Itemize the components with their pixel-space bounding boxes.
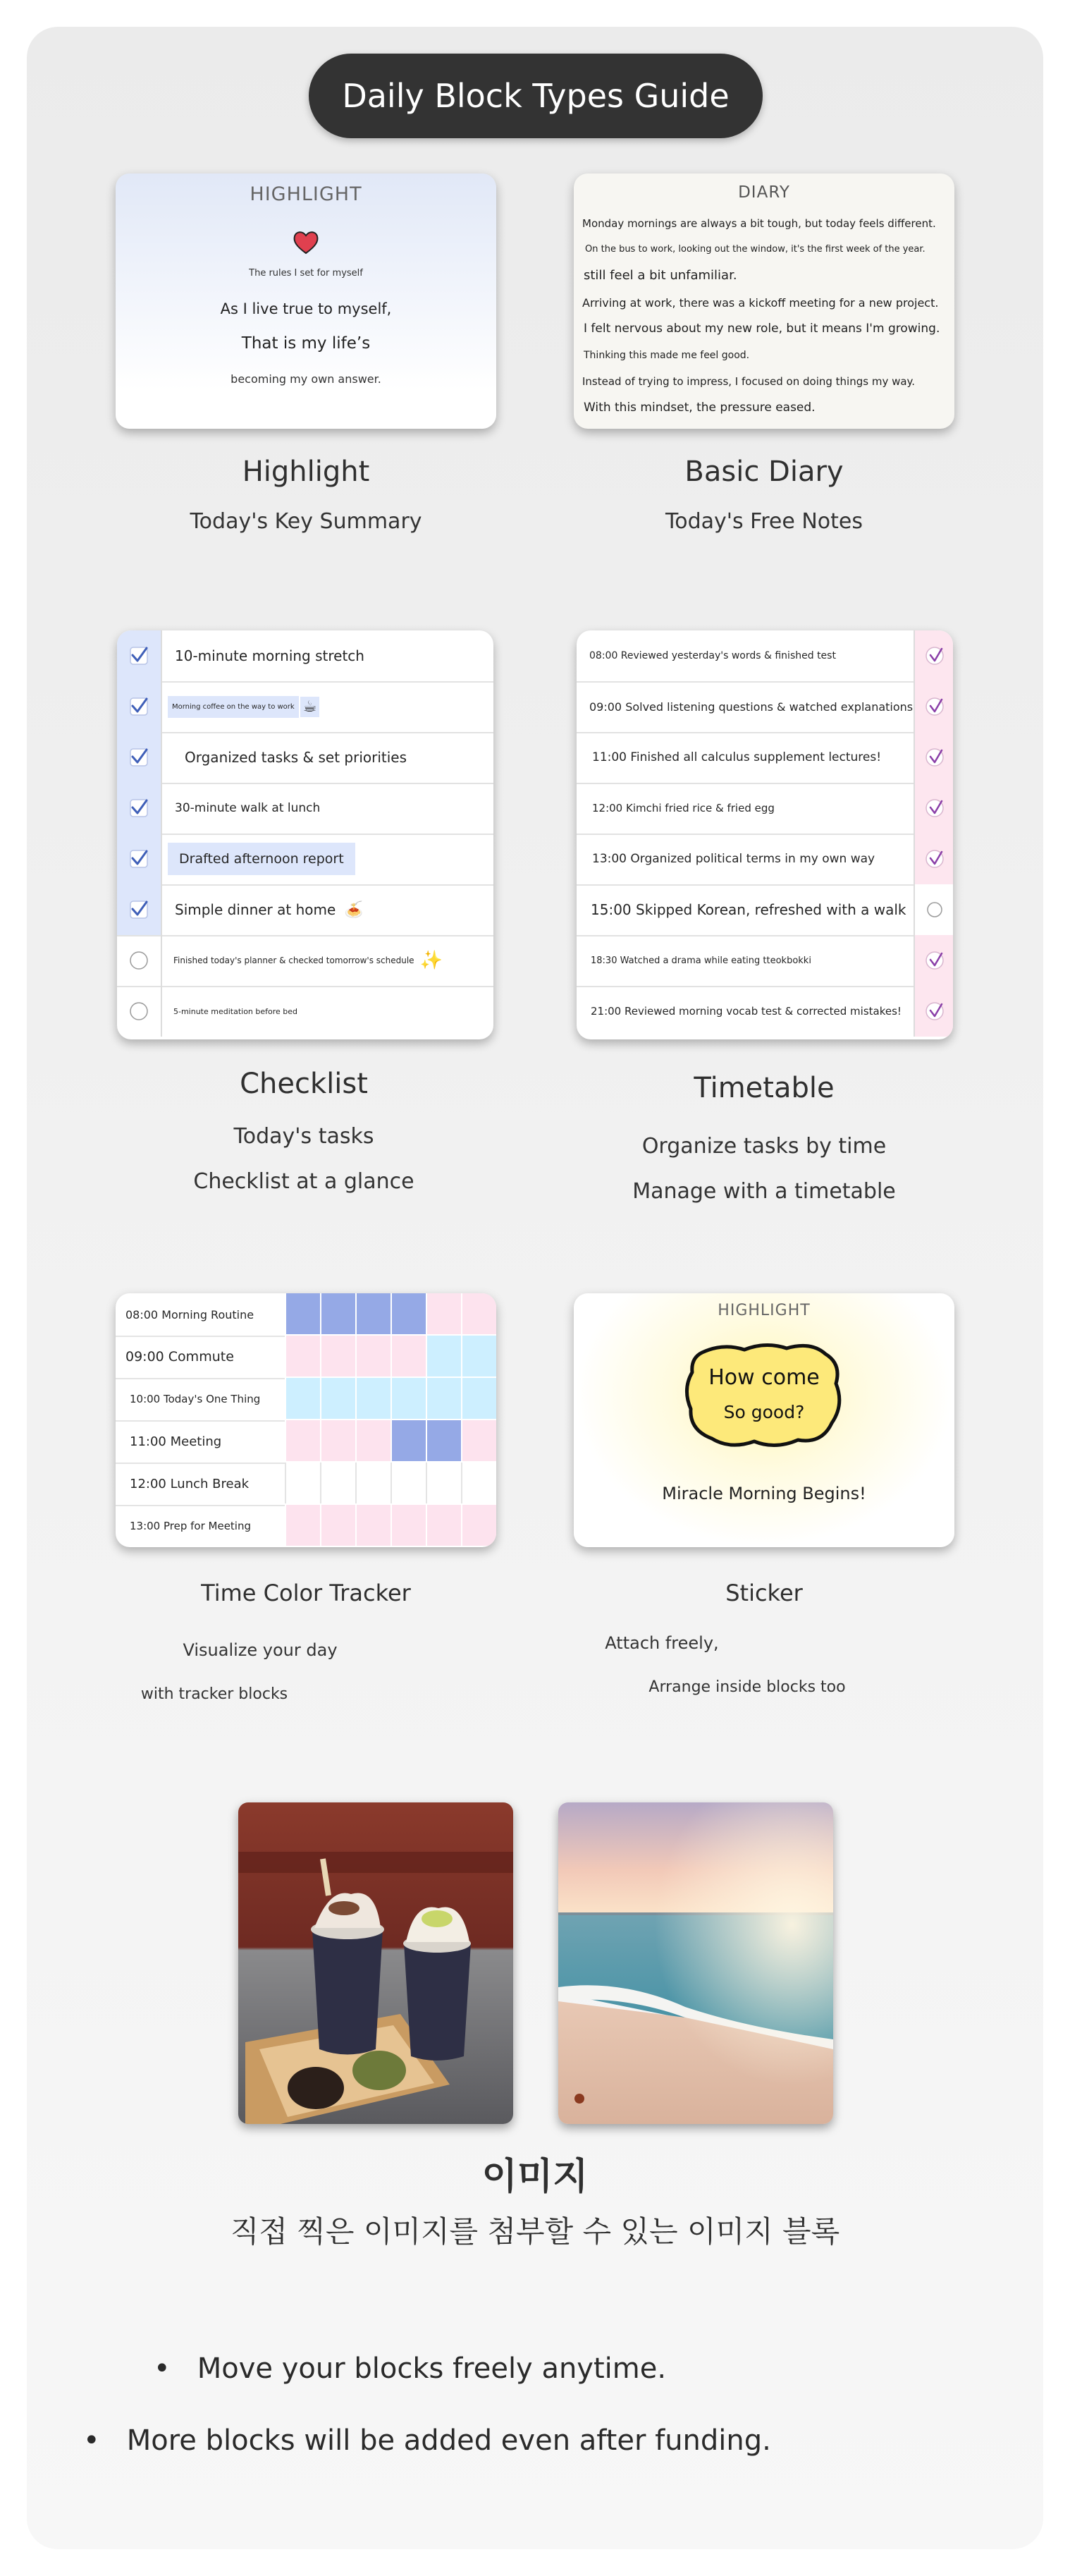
tracker-cell[interactable] [355, 1336, 392, 1376]
sticker-footer: Miracle Morning Begins! [662, 1484, 866, 1503]
highlight-line-3: becoming my own answer. [230, 372, 381, 386]
tracker-caption-sub-2: with tracker blocks [140, 1685, 288, 1703]
timetable-item-label: 13:00 Organized political terms in my own way [592, 852, 875, 866]
tracker-cell[interactable] [461, 1378, 496, 1419]
check-icon [117, 681, 161, 732]
coffee-photo-image [238, 1802, 513, 2124]
sticker-line-2: So good? [723, 1402, 805, 1422]
diary-line: I felt nervous about my new role, but it means I'm growing. [584, 322, 940, 336]
sticker-caption-title: Sticker [725, 1580, 803, 1606]
bullet-item: • More blocks will be added even after funding. [83, 2424, 771, 2457]
tracker-cell[interactable] [355, 1505, 392, 1546]
empty-circle-icon [117, 935, 161, 986]
checklist-item-label: 10-minute morning stretch [175, 647, 364, 664]
tracker-caption-sub-1: Visualize your day [183, 1640, 338, 1660]
tracker-cell[interactable] [426, 1505, 462, 1546]
checklist-item-label: Morning coffee on the way to work [168, 696, 299, 718]
checkbox[interactable] [117, 884, 162, 935]
bullet-text: More blocks will be added even after funding. [126, 2424, 771, 2457]
checklist-block-card[interactable] [117, 630, 493, 1039]
diary-line: Thinking this made me feel good. [584, 350, 750, 361]
timetable-item[interactable] [577, 935, 953, 987]
page-title: Daily Block Types Guide [309, 54, 763, 138]
tracker-cell[interactable] [355, 1293, 392, 1334]
bullet-text: Move your blocks freely anytime. [197, 2352, 667, 2385]
tracker-cell[interactable] [355, 1420, 392, 1461]
tracker-cell[interactable] [426, 1293, 462, 1334]
tracker-cell[interactable] [320, 1378, 357, 1419]
checklist-item-label: Finished today's planner & checked tomorrow's schedule [173, 956, 414, 965]
tracker-cell[interactable] [461, 1505, 496, 1546]
checklist-item-label: 5-minute meditation before bed [173, 1006, 298, 1016]
timetable-item[interactable] [577, 884, 953, 936]
beach-photo-image [558, 1802, 833, 2124]
sparkle-icon: ✨ [419, 950, 443, 971]
check-icon [117, 884, 161, 935]
highlight-block-card[interactable] [116, 173, 496, 429]
checkbox[interactable] [914, 884, 953, 935]
tracker-cell[interactable] [320, 1463, 357, 1503]
tracker-cell[interactable] [426, 1378, 462, 1419]
tracker-row[interactable] [116, 1293, 496, 1337]
tracker-row[interactable] [116, 1463, 496, 1506]
highlight-card-header: HIGHLIGHT [250, 183, 362, 205]
timetable-item-label: 09:00 Solved listening questions & watched explanations [589, 700, 914, 714]
timetable-block-card[interactable] [577, 630, 953, 1039]
tracker-cell[interactable] [461, 1463, 496, 1503]
timetable-item[interactable] [577, 986, 953, 1037]
check-icon [915, 834, 953, 884]
tracker-cell[interactable] [391, 1378, 427, 1419]
tracker-row[interactable] [116, 1420, 496, 1464]
tracker-cell[interactable] [391, 1463, 427, 1503]
highlight-small-line: The rules I set for myself [249, 268, 363, 279]
checklist-item-label: Organized tasks & set priorities [185, 749, 407, 766]
tracker-block-card[interactable] [116, 1293, 496, 1547]
check-icon [117, 630, 161, 681]
timetable-item[interactable] [577, 834, 953, 886]
tracker-cell[interactable] [285, 1463, 321, 1503]
sticker-block-card[interactable] [574, 1293, 954, 1547]
tracker-cell[interactable] [461, 1420, 496, 1461]
tracker-row-label: 13:00 Prep for Meeting [130, 1520, 252, 1532]
diary-line: On the bus to work, looking out the window, it's the first week of the year. [585, 244, 926, 255]
checklist-item-label: Drafted afternoon report [168, 843, 355, 875]
checklist-item[interactable] [117, 732, 493, 784]
tracker-cell[interactable] [320, 1420, 357, 1461]
timetable-item[interactable] [577, 681, 953, 733]
checklist-caption-sub-2: Checklist at a glance [193, 1169, 414, 1194]
tracker-cell[interactable] [285, 1293, 321, 1334]
checkbox[interactable] [117, 834, 162, 884]
checkbox[interactable] [914, 986, 953, 1037]
timetable-item[interactable] [577, 783, 953, 835]
diary-caption-sub: Today's Free Notes [665, 509, 863, 534]
tracker-cell[interactable] [320, 1505, 357, 1546]
check-icon [915, 935, 953, 986]
check-icon [915, 783, 953, 834]
heart-icon [292, 228, 320, 257]
coffee-icon: ☕ [300, 697, 320, 717]
timetable-caption-sub-2: Manage with a timetable [632, 1179, 896, 1204]
tracker-caption-title: Time Color Tracker [201, 1580, 411, 1606]
tracker-row-label: 08:00 Morning Routine [125, 1307, 254, 1321]
timetable-item-label: 08:00 Reviewed yesterday's words & finished test [589, 650, 836, 661]
timetable-item-label: 18:30 Watched a drama while eating tteokbokki [591, 955, 811, 966]
tracker-cell[interactable] [391, 1336, 427, 1376]
tracker-row[interactable] [116, 1505, 496, 1547]
bullet-item: • Move your blocks freely anytime. [154, 2352, 667, 2385]
sticker-caption-sub-2: Arrange inside blocks too [648, 1678, 846, 1696]
checkbox[interactable] [117, 783, 162, 834]
tracker-cell[interactable] [426, 1420, 462, 1461]
checklist-item[interactable] [117, 783, 493, 835]
checkbox[interactable] [914, 630, 953, 681]
timetable-item-label: 12:00 Kimchi fried rice & fried egg [592, 802, 775, 814]
checkbox[interactable] [117, 986, 162, 1037]
tracker-cell[interactable] [391, 1293, 427, 1334]
timetable-item[interactable] [577, 630, 953, 683]
diary-block-card[interactable] [574, 173, 954, 429]
image-caption-sub: 직접 찍은 이미지를 첨부할 수 있는 이미지 블록 [230, 2214, 840, 2249]
checklist-caption-sub-1: Today's tasks [233, 1124, 374, 1149]
tracker-row-label: 11:00 Meeting [130, 1434, 222, 1449]
checklist-item-label: Simple dinner at home [175, 901, 336, 918]
diary-line: still feel a bit unfamiliar. [584, 268, 737, 283]
checklist-item[interactable] [117, 681, 493, 733]
check-icon [117, 783, 161, 834]
checkbox[interactable] [914, 783, 953, 834]
pasta-icon: 🍝 [344, 901, 364, 919]
tracker-cell[interactable] [391, 1420, 427, 1461]
image-caption-title: 이미지 [481, 2156, 589, 2198]
checklist-item[interactable] [117, 884, 493, 936]
tracker-cell[interactable] [426, 1463, 462, 1503]
diary-line: Monday mornings are always a bit tough, but today feels different. [582, 217, 936, 230]
diary-caption-title: Basic Diary [684, 456, 844, 488]
timetable-item[interactable] [577, 732, 953, 784]
empty-circle-icon [117, 986, 161, 1037]
highlight-line-2: That is my life’s [241, 334, 371, 353]
tracker-cell[interactable] [461, 1336, 496, 1376]
checkbox[interactable] [117, 681, 162, 732]
highlight-line-1: As I live true to myself, [220, 300, 392, 317]
tracker-row-label: 12:00 Lunch Break [130, 1476, 250, 1491]
checkbox[interactable] [117, 732, 162, 783]
checkbox[interactable] [914, 834, 953, 884]
checkbox[interactable] [914, 681, 953, 732]
checklist-item[interactable] [117, 986, 493, 1037]
checklist-item[interactable] [117, 834, 493, 886]
empty-circle-icon [915, 884, 953, 935]
coffee-photo[interactable] [238, 1802, 513, 2124]
checkbox[interactable] [117, 935, 162, 986]
tracker-cell[interactable] [320, 1293, 357, 1334]
checkbox[interactable] [914, 732, 953, 783]
tracker-cell[interactable] [426, 1336, 462, 1376]
tracker-cell[interactable] [320, 1336, 357, 1376]
tracker-row-label: 09:00 Commute [125, 1349, 234, 1365]
sticker-caption-sub-1: Attach freely, [605, 1633, 719, 1653]
checklist-caption-title: Checklist [240, 1068, 368, 1100]
highlight-caption-title: Highlight [242, 456, 370, 488]
diary-card-header: DIARY [738, 183, 790, 202]
tracker-row-label: 10:00 Today's One Thing [130, 1393, 261, 1405]
diary-line: Instead of trying to impress, I focused on doing things my way. [582, 375, 916, 388]
timetable-caption-sub-1: Organize tasks by time [641, 1134, 887, 1159]
tracker-cell[interactable] [461, 1293, 496, 1334]
beach-photo[interactable] [558, 1802, 833, 2124]
timetable-item-label: 21:00 Reviewed morning vocab test & corrected mistakes! [591, 1005, 902, 1018]
checkbox[interactable] [914, 935, 953, 986]
diary-line: With this mindset, the pressure eased. [584, 401, 816, 415]
sticker-card-header: HIGHLIGHT [718, 1302, 811, 1319]
timetable-caption-title: Timetable [694, 1072, 835, 1104]
timetable-item-label: 15:00 Skipped Korean, refreshed with a walk [591, 901, 906, 918]
tracker-cell[interactable] [285, 1420, 321, 1461]
check-icon [915, 732, 953, 783]
tracker-cell[interactable] [285, 1505, 321, 1546]
checklist-item[interactable] [117, 935, 493, 987]
check-icon [117, 732, 161, 783]
tracker-cell[interactable] [355, 1463, 392, 1503]
tracker-cell[interactable] [285, 1336, 321, 1376]
check-icon [915, 630, 953, 681]
tracker-row[interactable] [116, 1378, 496, 1422]
sticker-line-1: How come [708, 1365, 820, 1390]
checklist-item-label: 30-minute walk at lunch [175, 801, 321, 815]
tracker-row[interactable] [116, 1336, 496, 1379]
checklist-item[interactable] [117, 630, 493, 683]
check-icon [915, 681, 953, 732]
check-icon [915, 986, 953, 1037]
check-icon [117, 834, 161, 884]
checkbox[interactable] [117, 630, 162, 681]
tracker-cell[interactable] [285, 1378, 321, 1419]
speech-sticker-icon [681, 1340, 847, 1453]
highlight-caption-sub: Today's Key Summary [190, 509, 422, 534]
tracker-cell[interactable] [391, 1505, 427, 1546]
timetable-item-label: 11:00 Finished all calculus supplement lectures! [592, 750, 882, 764]
diary-line: Arriving at work, there was a kickoff meeting for a new project. [582, 296, 939, 310]
tracker-cell[interactable] [355, 1378, 392, 1419]
